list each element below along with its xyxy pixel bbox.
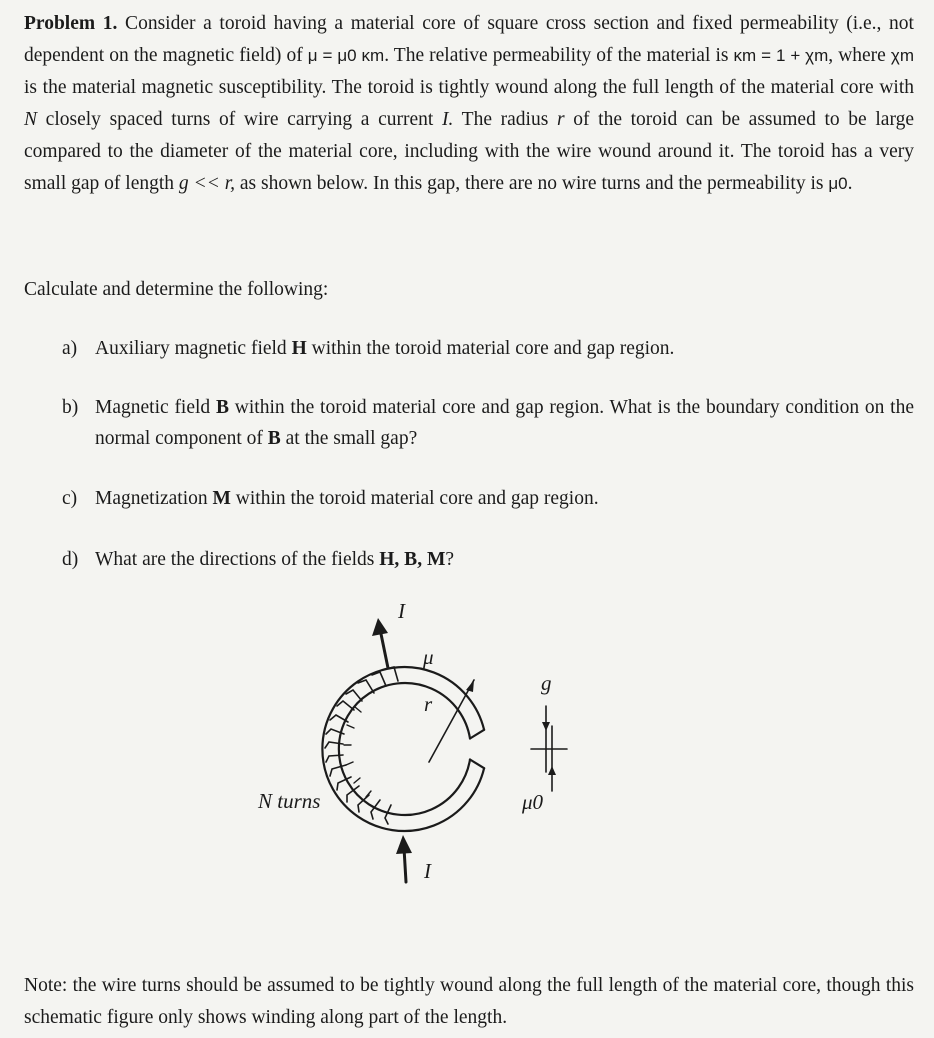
gap-symbol: g << r, [178,173,236,194]
intro-text-8: as shown below. In this gap, there are no wire turns and the permeability is [235,173,829,194]
intro-text-2: . The relative permeability of the material is [384,45,734,66]
question-text-pre: What are the directions of the fields [95,549,380,570]
susceptibility-symbol: χm [890,46,914,65]
gap-permeability-label: μ0 [522,790,544,814]
vacuum-permeability-symbol: μ0 [828,174,848,193]
turns-label: N turns [258,789,321,813]
radius-arrowhead [466,680,474,692]
wire-windings [325,667,398,824]
intro-text-4: is the material magnetic susceptibility. The toroid is tightly wound along the full length of the material core with [24,77,914,98]
current-symbol: I. [442,109,454,130]
question-label: a) [62,338,78,359]
note-text: Note: the wire turns should be assumed to be tightly wound along the full length of the material core, though this schematic figure only shows winding along part of the length. [24,975,914,1028]
problem-title: Problem 1. [24,13,118,34]
question-text-pre: Magnetization [95,488,213,509]
field-symbols-hbm: H, B, M [379,549,446,570]
intro-text-9: . [847,173,853,194]
intro-text-7: of the toroid can be assumed to be large compared to the diameter of the material core, including with the wire wound around it. The toroid has a very small gap of length [24,109,914,194]
field-symbol-h: H [291,338,307,359]
core-permeability-label: μ [423,645,434,669]
question-text-post: within the toroid material core and gap region. What is the boundary condition on the normal component of [95,397,915,449]
current-label-bottom: I [424,859,431,883]
toroid-inner-edge [339,683,470,815]
field-symbol-b: B [267,428,281,449]
radius-symbol: r [556,109,565,130]
intro-text-5: closely spaced turns of wire carrying a current [37,109,442,130]
question-label: c) [62,488,78,509]
field-symbol-b: B [215,397,229,418]
question-text-post: within the toroid material core and gap region. [230,488,599,509]
permeability-equation: μ = μ0 κm [307,46,385,65]
gap-face-top [470,730,484,739]
question-text-pre: Magnetic field [95,397,216,418]
current-arrow-top [380,629,388,668]
current-arrowhead-top [372,618,388,636]
field-symbol-m: M [212,488,231,509]
question-text-post: at the small gap? [280,428,418,449]
intro-text-3: , where [828,45,891,66]
radius-label: r [424,692,433,716]
gap-indicator-up-head [548,766,556,775]
turns-symbol: N [24,109,38,130]
question-text-post: ? [445,549,455,570]
toroid-outer-edge [322,667,484,831]
question-text-pre: Auxiliary magnetic field [95,338,292,359]
current-label-top: I [398,599,405,623]
gap-length-label: g [541,671,552,695]
question-label: b) [62,397,79,418]
question-label: d) [62,549,79,570]
intro-text-6: The radius [453,109,557,130]
gap-indicator-down-head [542,722,550,731]
gap-face-bottom [470,760,484,769]
calculate-instruction: Calculate and determine the following: [24,279,329,300]
radius-line [429,680,474,762]
intro-text-1: Consider a toroid having a material core of square cross section and fixed permeability (i.e., not dependent on the magnetic field) of [24,13,914,66]
question-text-post: within the toroid material core and gap region. [306,338,675,359]
current-arrowhead-bottom [396,835,412,854]
relative-permeability-equation: κm = 1 + χm [733,46,829,65]
